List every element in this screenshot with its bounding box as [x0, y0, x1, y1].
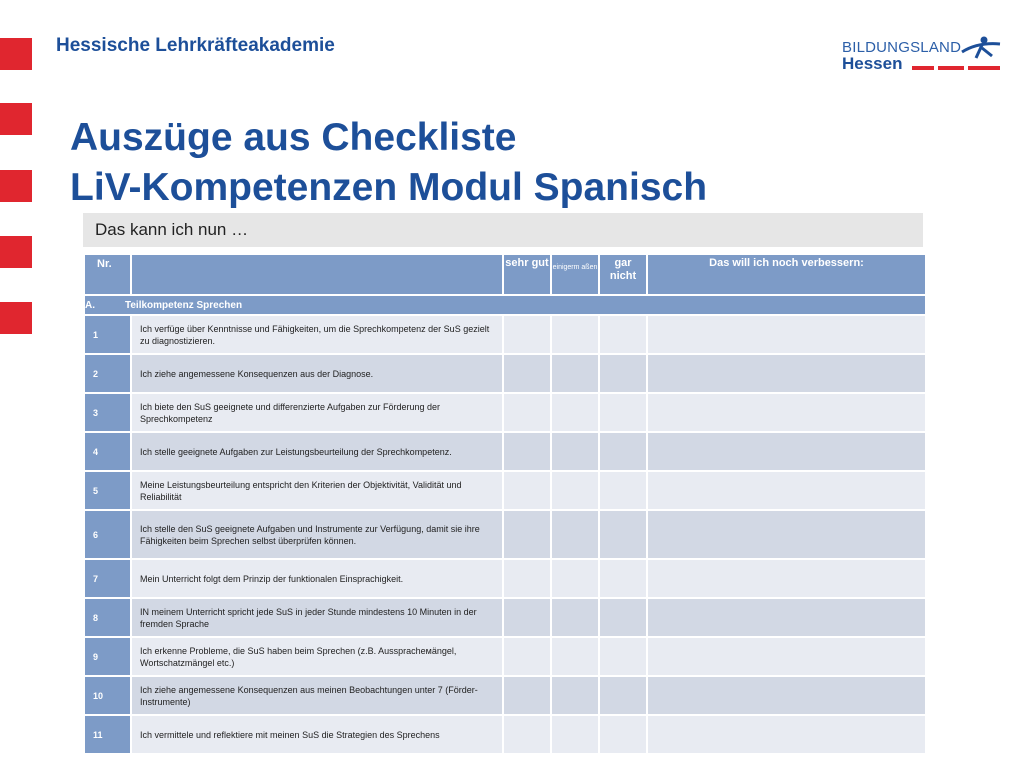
- rating-sehr-gut-cell[interactable]: [503, 559, 551, 598]
- table-row: [84, 393, 926, 432]
- rating-gar-nicht-cell[interactable]: [599, 432, 647, 471]
- table-row: [84, 510, 926, 559]
- rating-sehr-gut-cell[interactable]: [503, 598, 551, 637]
- rating-einigermassen-cell[interactable]: [551, 471, 599, 510]
- logo-line2: Hessen: [842, 54, 903, 73]
- row-statement: Ich verfüge über Kenntnisse und Fähigkeiten, um die Sprechkompetenz der SuS gezielt zu diagnostizieren.: [131, 315, 503, 354]
- table-row: [84, 432, 926, 471]
- rating-sehr-gut-cell[interactable]: [503, 637, 551, 676]
- rating-gar-nicht-cell[interactable]: [599, 637, 647, 676]
- organization-name: Hessische Lehrkräfteakademie: [56, 35, 335, 56]
- rating-sehr-gut-cell[interactable]: [503, 393, 551, 432]
- row-statement: Ich vermittele und reflektiere mit meinen SuS die Strategien des Sprechens: [131, 715, 503, 754]
- rating-gar-nicht-cell[interactable]: [599, 471, 647, 510]
- rating-einigermassen-cell[interactable]: [551, 715, 599, 754]
- decor-bar-3: [0, 170, 32, 202]
- rating-gar-nicht-cell[interactable]: [599, 559, 647, 598]
- rating-einigermassen-cell[interactable]: [551, 354, 599, 393]
- title-line1: Auszüge aus Checkliste: [70, 116, 517, 159]
- rating-gar-nicht-cell[interactable]: [599, 598, 647, 637]
- rating-gar-nicht-cell[interactable]: [599, 715, 647, 754]
- page-title: [70, 113, 707, 213]
- rating-einigermassen-cell[interactable]: [551, 315, 599, 354]
- section-label: Teilkompetenz Sprechen: [125, 299, 243, 311]
- row-number: 9: [84, 637, 131, 676]
- header-sehr-gut: sehr gut: [503, 254, 551, 295]
- row-statement: Ich ziehe angemessene Konsequenzen aus meinen Beobachtungen unter 7 (Förder-Instrumente): [131, 676, 503, 715]
- row-number: 11: [84, 715, 131, 754]
- rating-sehr-gut-cell[interactable]: [503, 676, 551, 715]
- bildungsland-hessen-logo: [842, 36, 1002, 76]
- improvement-note-cell[interactable]: [647, 315, 926, 354]
- table-row: [84, 637, 926, 676]
- row-statement: Meine Leistungsbeurteilung entspricht den Kriterien der Objektivität, Validität und Reliabilität: [131, 471, 503, 510]
- rating-einigermassen-cell[interactable]: [551, 676, 599, 715]
- table-header-row: [84, 254, 926, 295]
- rating-einigermassen-cell[interactable]: [551, 393, 599, 432]
- improvement-note-cell[interactable]: [647, 598, 926, 637]
- table-row: [84, 354, 926, 393]
- row-number: 2: [84, 354, 131, 393]
- row-statement: Ich biete den SuS geeignete und differenzierte Aufgaben zur Förderung der Sprechkompetenz: [131, 393, 503, 432]
- improvement-note-cell[interactable]: [647, 354, 926, 393]
- table-row: [84, 676, 926, 715]
- title-line2: LiV-Kompetenzen Modul Spanisch: [70, 166, 708, 209]
- row-number: 5: [84, 471, 131, 510]
- header-verbessern: Das will ich noch verbessern:: [647, 254, 926, 295]
- rating-gar-nicht-cell[interactable]: [599, 510, 647, 559]
- row-statement: Mein Unterricht folgt dem Prinzip der funktionalen Einsprachigkeit.: [131, 559, 503, 598]
- table-row: [84, 471, 926, 510]
- improvement-note-cell[interactable]: [647, 637, 926, 676]
- decor-bar-4: [0, 236, 32, 268]
- row-number: 8: [84, 598, 131, 637]
- row-number: 1: [84, 315, 131, 354]
- row-number: 10: [84, 676, 131, 715]
- row-statement: Ich stelle geeignete Aufgaben zur Leistungsbeurteilung der Sprechkompetenz.: [131, 432, 503, 471]
- section-cell: [84, 295, 926, 315]
- decor-bar-5: [0, 302, 32, 334]
- rating-gar-nicht-cell[interactable]: [599, 315, 647, 354]
- rating-sehr-gut-cell[interactable]: [503, 510, 551, 559]
- table-row: [84, 315, 926, 354]
- rating-sehr-gut-cell[interactable]: [503, 715, 551, 754]
- row-number: 7: [84, 559, 131, 598]
- row-number: 6: [84, 510, 131, 559]
- decor-bar-2: [0, 103, 32, 135]
- row-statement: Ich ziehe angemessene Konsequenzen aus der Diagnose.: [131, 354, 503, 393]
- table-row: [84, 715, 926, 754]
- section-row: [84, 295, 926, 315]
- row-statement: Ich stelle den SuS geeignete Aufgaben und Instrumente zur Verfügung, damit sie ihre Fähigkeiten beim Sprechen selbst überprüfen können.: [131, 510, 503, 559]
- improvement-note-cell[interactable]: [647, 471, 926, 510]
- improvement-note-cell[interactable]: [647, 715, 926, 754]
- rating-gar-nicht-cell[interactable]: [599, 676, 647, 715]
- rating-einigermassen-cell[interactable]: [551, 432, 599, 471]
- logo-stripe: [938, 66, 964, 70]
- rating-sehr-gut-cell[interactable]: [503, 432, 551, 471]
- header-nr: Nr.: [84, 254, 131, 295]
- rating-sehr-gut-cell[interactable]: [503, 315, 551, 354]
- improvement-note-cell[interactable]: [647, 559, 926, 598]
- checklist-table: [83, 253, 927, 755]
- runner-figure-icon: [960, 36, 1002, 64]
- row-number: 3: [84, 393, 131, 432]
- table-row: [84, 598, 926, 637]
- improvement-note-cell[interactable]: [647, 393, 926, 432]
- logo-stripe: [968, 66, 1000, 70]
- rating-sehr-gut-cell[interactable]: [503, 471, 551, 510]
- rating-gar-nicht-cell[interactable]: [599, 393, 647, 432]
- rating-sehr-gut-cell[interactable]: [503, 354, 551, 393]
- row-statement: Ich erkenne Probleme, die SuS haben beim Sprechen (z.B. Ausspracheмängel, Wortschatzmängel etc.): [131, 637, 503, 676]
- header-einigermassen: einigerm aßen: [551, 254, 599, 295]
- row-number: 4: [84, 432, 131, 471]
- rating-einigermassen-cell[interactable]: [551, 598, 599, 637]
- logo-stripe: [912, 66, 934, 70]
- decor-bar-1: [0, 38, 32, 70]
- header-text: [131, 254, 503, 295]
- improvement-note-cell[interactable]: [647, 676, 926, 715]
- improvement-note-cell[interactable]: [647, 510, 926, 559]
- logo-line1: BILDUNGSLAND: [842, 39, 962, 56]
- rating-einigermassen-cell[interactable]: [551, 559, 599, 598]
- rating-einigermassen-cell[interactable]: [551, 510, 599, 559]
- section-letter: A.: [85, 299, 95, 311]
- header-gar-nicht: gar nicht: [599, 254, 647, 295]
- improvement-note-cell[interactable]: [647, 432, 926, 471]
- table-row: [84, 559, 926, 598]
- rating-einigermassen-cell[interactable]: [551, 637, 599, 676]
- subtitle-banner: Das kann ich nun …: [83, 213, 923, 247]
- row-statement: IN meinem Unterricht spricht jede SuS in jeder Stunde mindestens 10 Minuten in der fremden Sprache: [131, 598, 503, 637]
- rating-gar-nicht-cell[interactable]: [599, 354, 647, 393]
